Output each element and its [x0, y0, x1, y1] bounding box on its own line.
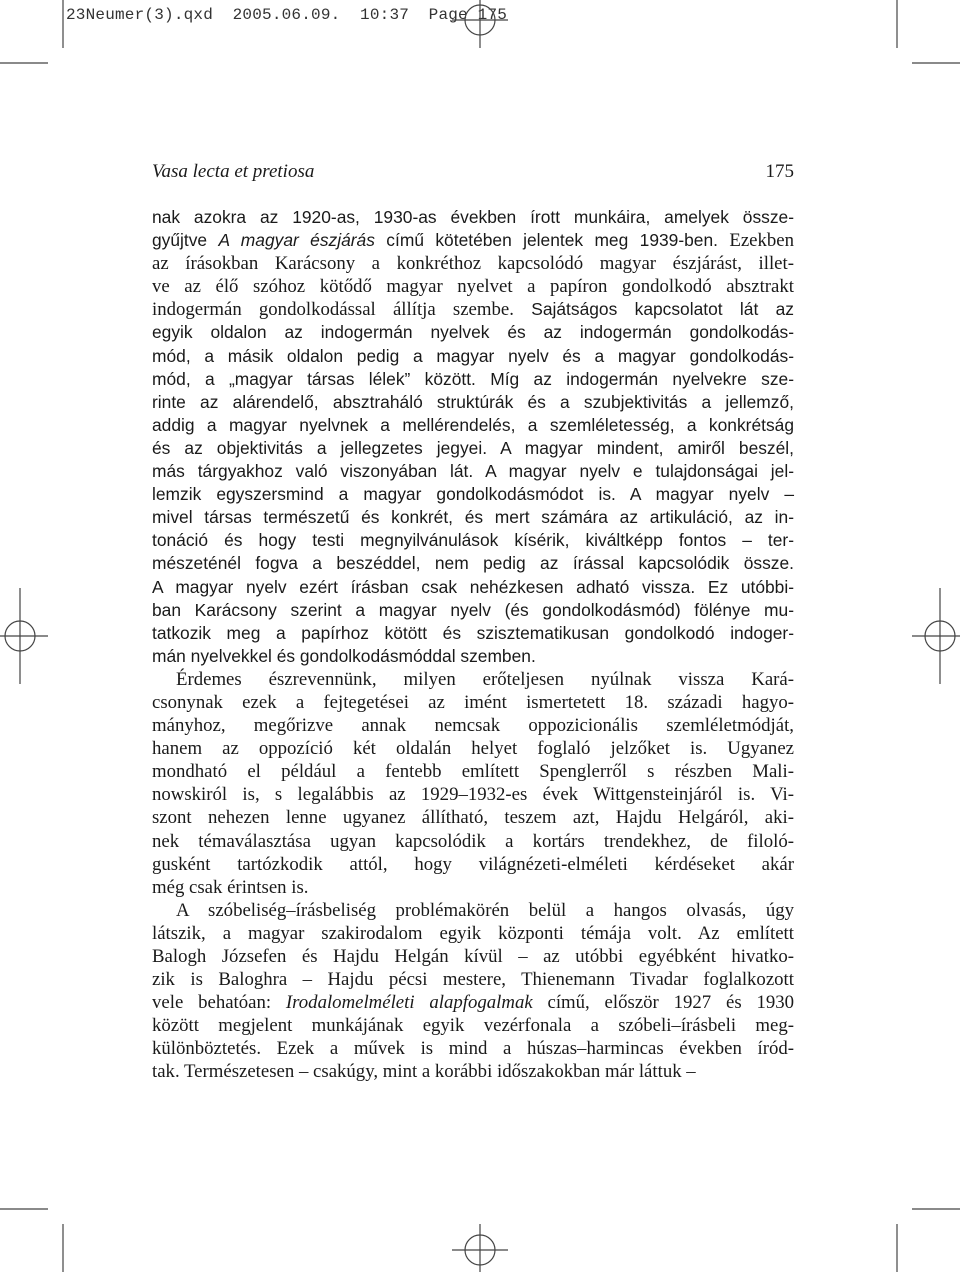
text-line: egyik oldalon az indogermán nyelvek és az indogermán gondolkodás- — [152, 322, 794, 343]
text-line: mód, a másik oldalon pedig a magyar nyelv és a magyar gondolkodás- — [152, 345, 794, 366]
page-number: 175 — [765, 161, 794, 182]
text-line: vele behatóan: Irodalomelméleti alapfogalmak című, először 1927 és 1930 — [152, 992, 795, 1014]
text-line: mányhoz, megőrizve annak nemcsak oppozicionális szemléletmódját, — [152, 715, 794, 737]
text-line: gyűjtve A magyar észjárás című kötetében jelentek meg 1939-ben. Ezekben — [152, 230, 794, 252]
text-line: rinte az alárendelő, absztraháló struktúrák és a szubjektivitás a jellemző, — [152, 391, 794, 412]
text-line: addig a magyar nyelvnek a mellérendelés, a szemléletesség, a konkrétság — [152, 414, 794, 435]
text-line: mészeténél fogva a beszéddel, nem pedig az írással kapcsolódik össze. — [152, 553, 794, 574]
text-line: más tárgyakhoz való viszonyában lát. A magyar nyelv e tulajdonságai jel- — [152, 461, 794, 482]
paragraph — [152, 899, 794, 1084]
text-line: A szóbeliség–írásbeliség problémakörén belül a hangos olvasás, úgy — [176, 899, 794, 921]
text-line: zik is Baloghra – Hajdu pécsi mestere, Thienemann Tivadar foglalkozott — [152, 969, 794, 991]
paragraph — [152, 206, 794, 668]
text-line: között megjelent munkájának egyik vezérfonala a szóbeli–írásbeli meg- — [152, 1015, 794, 1037]
text-line: mivel társas természetű és konkrét, és mert számára az artikuláció, az in- — [152, 507, 794, 528]
text-line: nek témaválasztása ugyan kapcsolódik a kortárs trendekhez, de filoló- — [152, 830, 794, 852]
text-line: nak azokra az 1920-as, 1930-as években írott munkáira, amelyek össze- — [152, 207, 794, 227]
text-line: különböztetés. Ezek a művek is mind a húszas–harmincas években íród- — [152, 1038, 794, 1060]
text-line: ban Karácsony szerint a magyar nyelv (és gondolkodásmód) fölénye mu- — [152, 599, 794, 620]
text-line: Balogh Józsefen és Hajdu Helgán kívül – az utóbbi egyébként hivatko- — [152, 946, 794, 967]
text-line: tatkozik meg a papírhoz kötött és szisztematikusan gondolkodó indoger- — [152, 622, 794, 643]
italic-title: Irodalomelméleti alapfogalmak — [285, 992, 533, 1014]
text-line: mán nyelvekkel és gondolkodásmóddal szemben. — [152, 645, 536, 666]
text-line: látszik, a magyar szakirodalom egyik központi témája volt. Az említett — [152, 922, 794, 944]
text-line: lemzik egyszersmind a magyar gondolkodásmódot is. A magyar nyelv – — [152, 484, 794, 505]
text-line: gusként tartózkodik attól, hogy világnézeti-elméleti kérdéseket akár — [152, 853, 794, 875]
running-header — [152, 160, 794, 184]
italic-title: A magyar észjárás — [218, 230, 375, 251]
text-line: csonynak ezek a fejtegetései az imént ismertetett 18. századi hagyo- — [152, 691, 794, 713]
text-line: és az objektivitás a jellegzetes jegyei. A magyar mindent, amiről beszél, — [152, 437, 794, 458]
text-line: nowskiról is, s legalábbis az 1929–1932-es évek Wittgensteinjáról is. Vi- — [152, 784, 794, 806]
text-line: mód, a „magyar társas lélek” között. Míg az indogermán nyelvekre sze- — [152, 368, 794, 389]
text-line: hanem az oppozíció két oldalán helyet foglaló jelzőket is. Ugyanez — [152, 738, 794, 760]
text-line: A magyar nyelv ezért írásban csak nehézkesen adható vissza. Ez utóbbi- — [152, 576, 794, 597]
text-line: szont nehezen lenne ugyanez állítható, teszem azt, Hajdu Helgáról, aki- — [152, 807, 794, 829]
text-line: még csak érintsen is. — [152, 876, 309, 898]
print-slug-line: 23Neumer(3).qxd 2005.06.09. 10:37 Page 175 — [66, 6, 508, 24]
body-text — [152, 206, 794, 1084]
text-line: Érdemes észrevennünk, milyen erőteljesen nyúlnak vissza Kará- — [176, 668, 794, 690]
paragraph — [152, 668, 794, 899]
text-line: tak. Természetesen – csakúgy, mint a korábbi időszakokban már láttuk – — [152, 1061, 696, 1083]
text-line: az írásokban Karácsony a konkréthoz kapcsolódó magyar észjárást, illet- — [152, 253, 794, 275]
text-line: mondható el például a fentebb említett Spenglerről s részben Mali- — [152, 761, 794, 783]
text-line: indogermán gondolkodással állítja szembe. Sajátságos kapcsolatot lát az — [152, 299, 794, 321]
text-line: ve az élő szóhoz kötődő magyar nyelvet a papíron gondolkodó absztrakt — [152, 276, 794, 298]
text-line: tonáció és hogy testi megnyilvánulások kísérik, kiváltképp fontos – ter- — [152, 530, 794, 551]
running-title: Vasa lecta et pretiosa — [152, 161, 315, 182]
